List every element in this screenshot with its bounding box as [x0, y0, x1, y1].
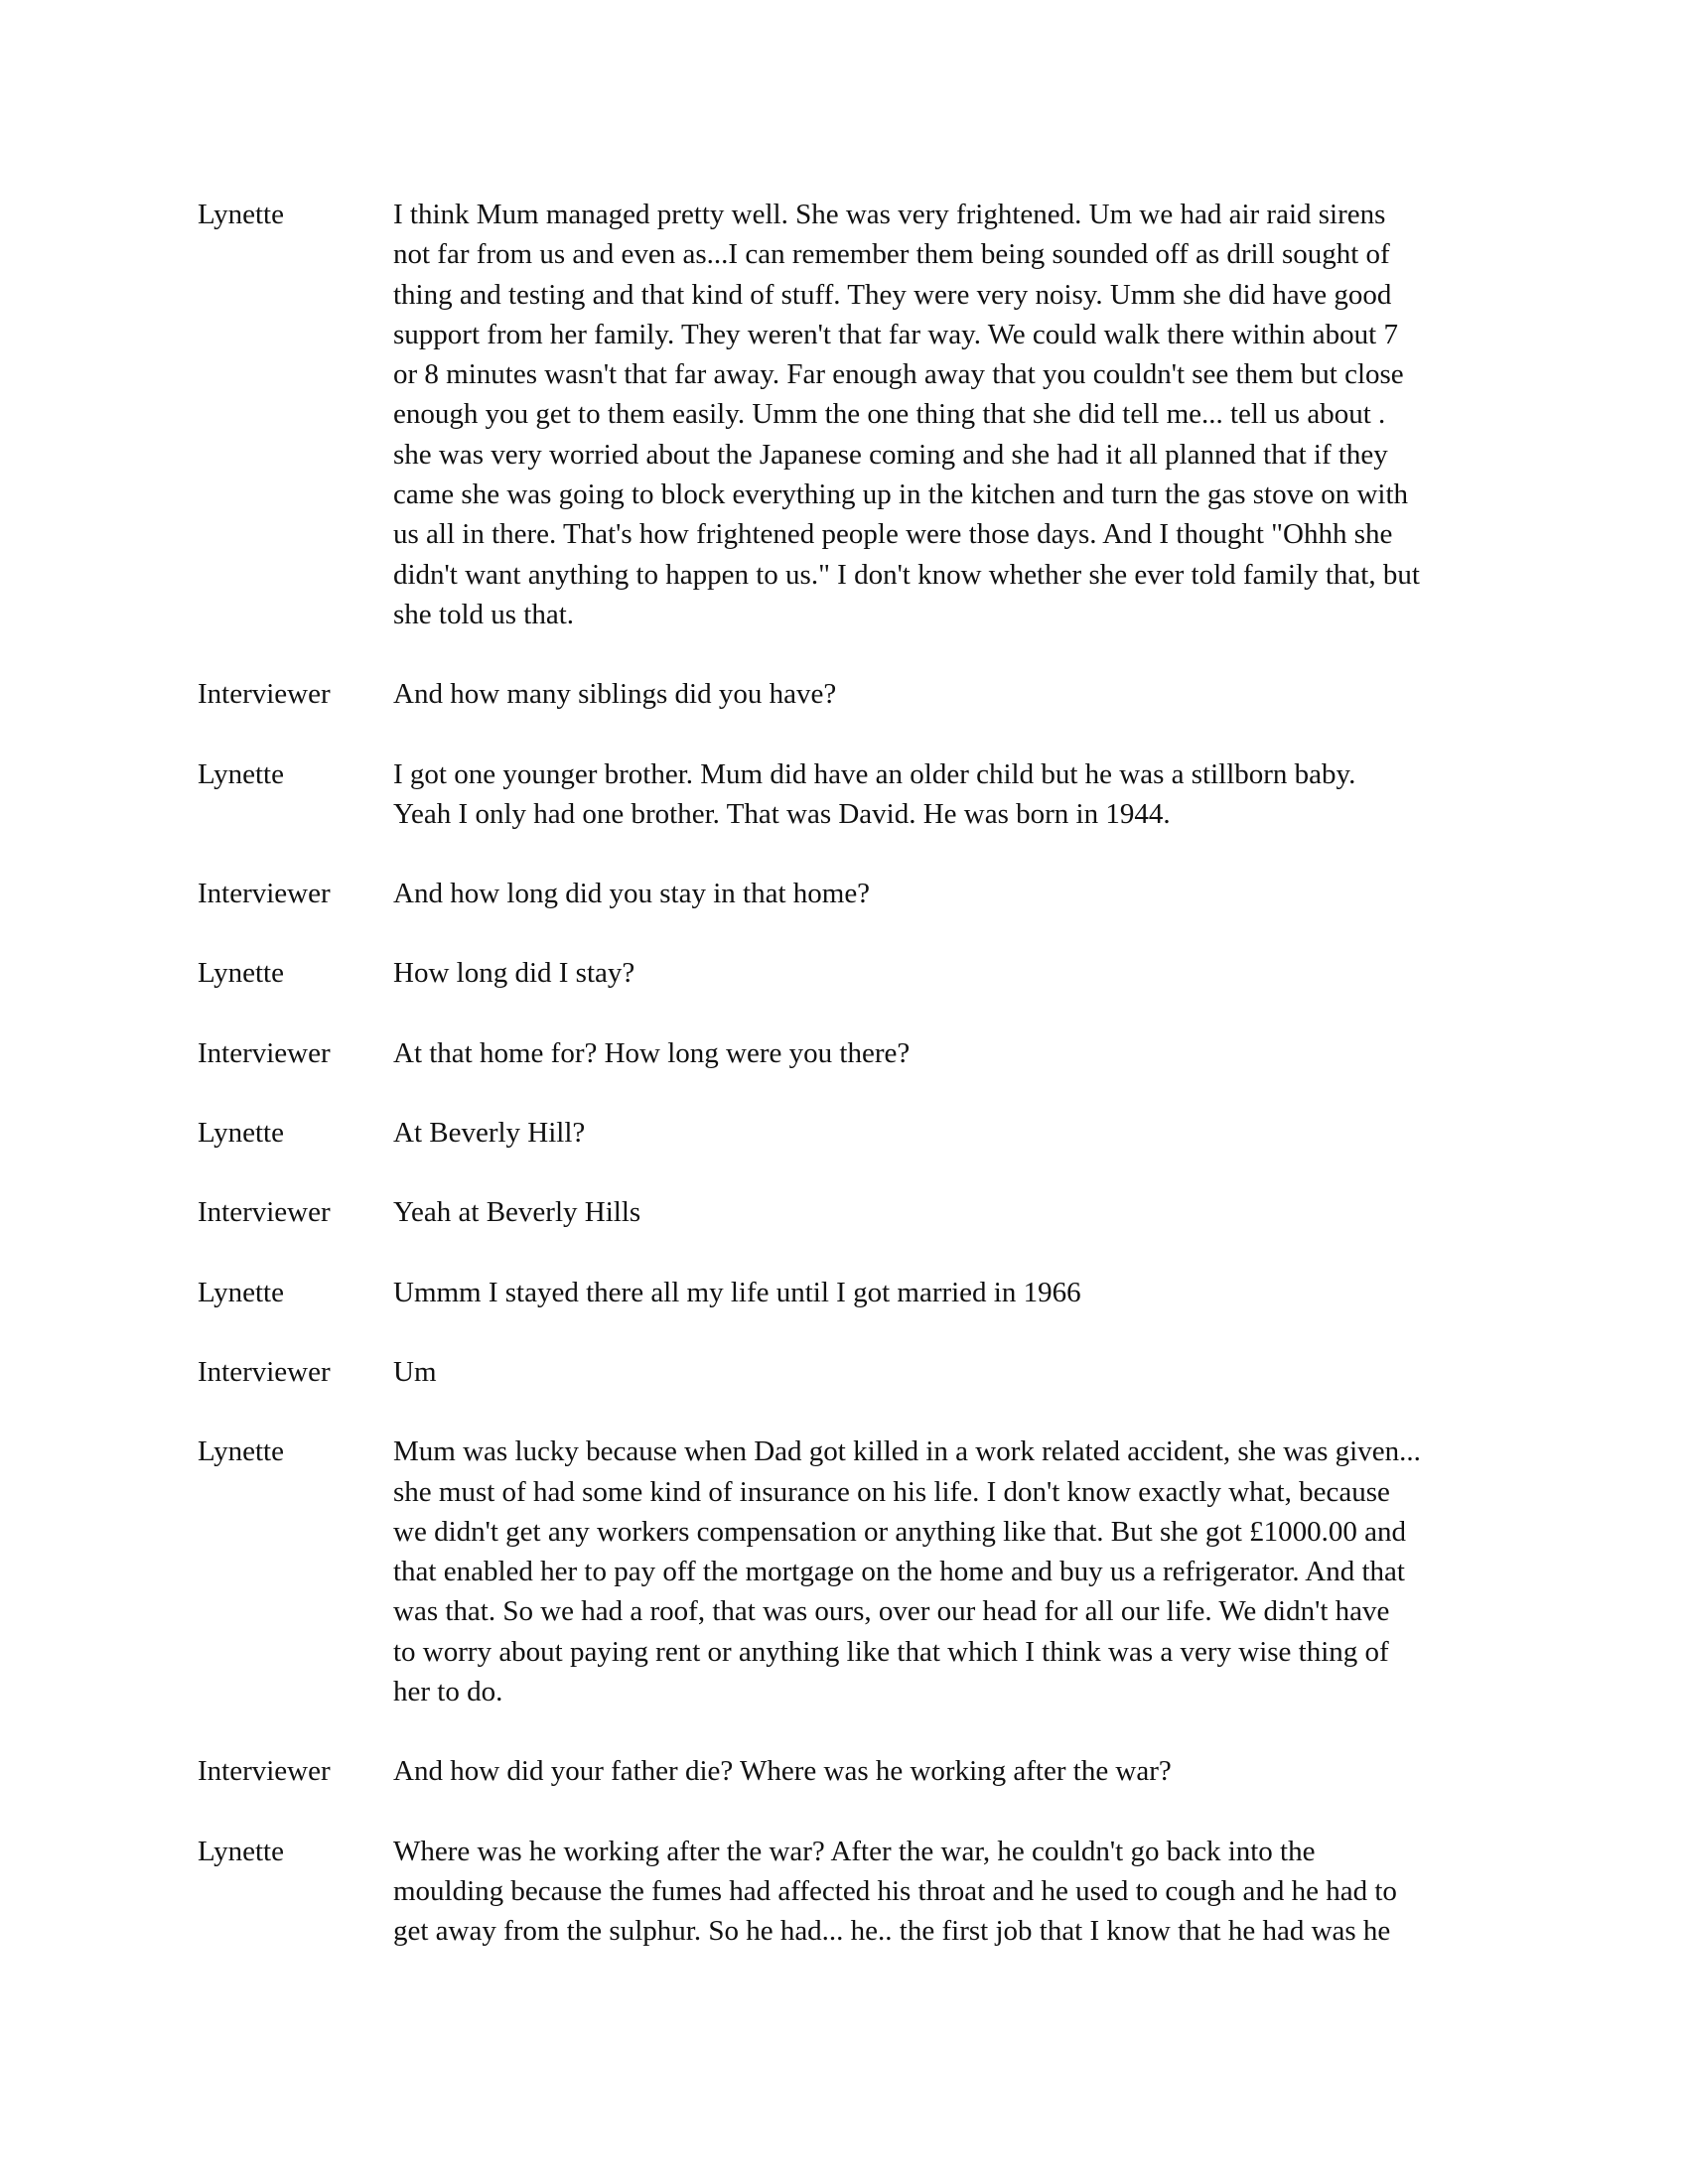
speaker-name: Interviewer — [198, 1036, 331, 1069]
speaker-name: Lynette — [198, 1276, 284, 1308]
transcript-turn — [198, 1432, 1488, 1711]
utterance-line: that enabled her to pay off the mortgage on the home and buy us a refrigerator. And that — [393, 1556, 1405, 1588]
utterance-line: her to do. — [393, 1676, 503, 1708]
transcript-turn — [198, 953, 1488, 993]
utterance-text — [393, 1352, 1485, 1392]
utterance-line: enough you get to them easily. Umm the one thing that she did tell me... tell us about . — [393, 398, 1386, 431]
utterance-text — [393, 1832, 1485, 1952]
utterance-line: Yeah at Beverly Hills — [393, 1196, 641, 1229]
utterance-line: How long did I stay? — [393, 957, 635, 990]
utterance-text — [393, 1751, 1485, 1791]
speaker-name: Lynette — [198, 1835, 284, 1867]
utterance-line: Yeah I only had one brother. That was David. He was born in 1944. — [393, 797, 1171, 830]
transcript-turn — [198, 1113, 1488, 1153]
transcript-turn — [198, 874, 1488, 913]
speaker-name: Interviewer — [198, 878, 331, 910]
utterance-line: came she was going to block everything up in the kitchen and turn the gas stove on with — [393, 478, 1409, 511]
utterance-line: get away from the sulphur. So he had... he.. the first job that I know that he had was he — [393, 1915, 1391, 1948]
utterance-line: Mum was lucky because when Dad got killed in a work related accident, she was given... — [393, 1435, 1421, 1468]
utterance-line: I think Mum managed pretty well. She was very frightened. Um we had air raid sirens — [393, 199, 1386, 230]
utterance-text — [393, 195, 1485, 634]
utterance-line: or 8 minutes wasn't that far away. Far enough away that you couldn't see them but close — [393, 358, 1404, 391]
speaker-name: Lynette — [198, 1117, 284, 1150]
transcript-turn — [198, 1832, 1488, 1952]
utterance-line: At that home for? How long were you there? — [393, 1036, 911, 1069]
utterance-line: we didn't get any workers compensation or anything like that. But she got £1000.00 and — [393, 1515, 1407, 1548]
utterance-text — [393, 1432, 1485, 1711]
utterance-line: moulding because the fumes had affected his throat and he used to cough and he had to — [393, 1874, 1397, 1907]
utterance-line: didn't want anything to happen to us." I don't know whether she ever told family that, but — [393, 558, 1420, 591]
transcript-turn — [198, 1751, 1488, 1791]
utterance-line: not far from us and even as...I can remember them being sounded off as drill sought of — [393, 238, 1390, 271]
utterance-text — [393, 1033, 1485, 1073]
utterance-line: And how long did you stay in that home? — [393, 878, 871, 910]
utterance-line: to worry about paying rent or anything like that which I think was a very wise thing of — [393, 1635, 1389, 1668]
utterance-text — [393, 754, 1485, 835]
utterance-line: And how did your father die? Where was he working after the war? — [393, 1755, 1172, 1788]
interview-transcript — [198, 195, 1488, 1991]
transcript-turn — [198, 1192, 1488, 1232]
transcript-turn — [198, 1033, 1488, 1073]
speaker-name: Lynette — [198, 757, 284, 790]
utterance-text — [393, 1273, 1485, 1312]
utterance-text — [393, 953, 1485, 993]
utterance-line: I got one younger brother. Mum did have an older child but he was a stillborn baby. — [393, 757, 1356, 790]
speaker-name: Interviewer — [198, 1355, 331, 1388]
transcript-turn — [198, 754, 1488, 835]
speaker-name: Lynette — [198, 199, 284, 230]
speaker-name: Interviewer — [198, 678, 331, 711]
utterance-text — [393, 874, 1485, 913]
speaker-name: Interviewer — [198, 1755, 331, 1788]
utterance-line: thing and testing and that kind of stuff. They were very noisy. Umm she did have good — [393, 278, 1392, 311]
utterance-line: she was very worried about the Japanese coming and she had it all planned that if they — [393, 438, 1388, 471]
utterance-text — [393, 1113, 1485, 1153]
utterance-line: Where was he working after the war? After the war, he couldn't go back into the — [393, 1835, 1316, 1867]
transcript-turn — [198, 674, 1488, 714]
utterance-line: And how many siblings did you have? — [393, 678, 837, 711]
transcript-turn — [198, 1352, 1488, 1392]
utterance-text — [393, 1192, 1485, 1232]
utterance-line: she must of had some kind of insurance on his life. I don't know exactly what, because — [393, 1475, 1390, 1508]
speaker-name: Lynette — [198, 1435, 284, 1468]
utterance-line: she told us that. — [393, 598, 575, 630]
transcript-turn — [198, 1273, 1488, 1312]
utterance-line: At Beverly Hill? — [393, 1117, 586, 1150]
speaker-name: Interviewer — [198, 1196, 331, 1229]
utterance-line: Um — [393, 1355, 437, 1388]
transcript-turn — [198, 195, 1488, 634]
speaker-name: Lynette — [198, 957, 284, 990]
utterance-line: Ummm I stayed there all my life until I got married in 1966 — [393, 1276, 1081, 1308]
utterance-text — [393, 674, 1485, 714]
utterance-line: support from her family. They weren't that far way. We could walk there within about 7 — [393, 318, 1398, 350]
utterance-line: us all in there. That's how frightened people were those days. And I thought "Ohhh she — [393, 518, 1393, 551]
utterance-line: was that. So we had a roof, that was ours, over our head for all our life. We didn't have — [393, 1595, 1390, 1628]
